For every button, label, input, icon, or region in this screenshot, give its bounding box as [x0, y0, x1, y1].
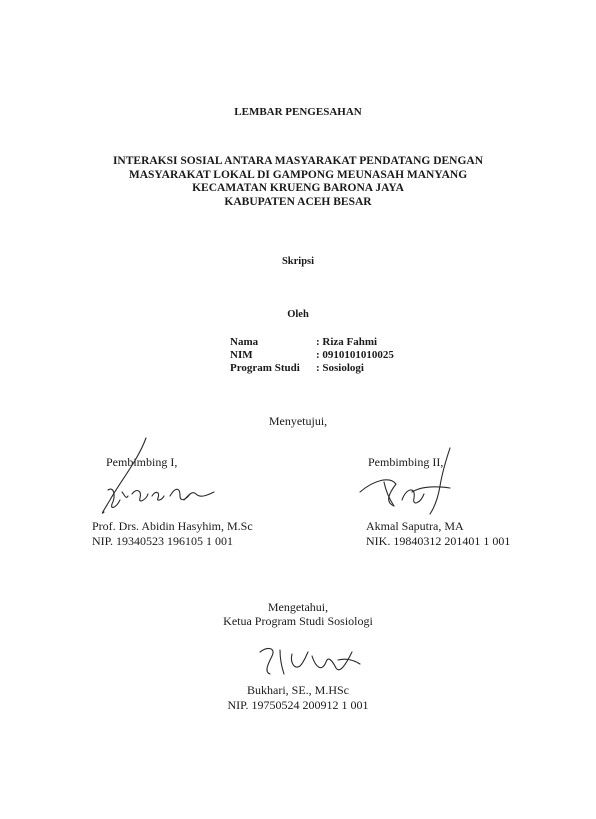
acknowledged-role: Ketua Program Studi Sosiologi [223, 614, 373, 628]
name-label: Nama [230, 336, 259, 348]
program-label: Program Studi [230, 362, 300, 374]
title-line: MASYARAKAT LOKAL DI GAMPONG MEUNASAH MANYANG [128, 168, 468, 181]
advisor1-role: Pembimbing I, [106, 455, 178, 469]
name-value: : Riza Fahmi [316, 336, 378, 348]
advisor1-signature [86, 430, 246, 520]
approved-label: Menyetujui, [268, 414, 328, 428]
title-line: KECAMATAN KRUENG BARONA JAYA [192, 182, 404, 194]
acknowledged-label: Mengetahui, [267, 600, 329, 614]
doc-type: Skripsi [281, 256, 315, 267]
thesis-title [0, 155, 596, 209]
acknowledged-signature [250, 638, 370, 682]
title-line: INTERAKSI SOSIAL ANTARA MASYARAKAT PENDATANG DENGAN [112, 155, 484, 167]
program-value: : Sosiologi [316, 362, 364, 374]
advisor1-id: NIP. 19340523 196105 1 001 [92, 534, 234, 548]
advisor2-role: Pembimbing II, [368, 455, 444, 469]
nim-value: : 0910101010025 [316, 349, 394, 361]
advisor1-name: Prof. Drs. Abidin Hasyhim, M.Sc [92, 519, 253, 533]
acknowledged-name: Bukhari, SE., M.HSc [247, 683, 349, 697]
page-heading: LEMBAR PENGESAHAN [234, 106, 362, 118]
advisor2-name: Akmal Saputra, MA [366, 519, 464, 533]
advisor2-signature [350, 440, 480, 520]
acknowledged-id: NIP. 19750524 200912 1 001 [227, 698, 369, 712]
nim-label: NIM [230, 349, 253, 361]
title-line: KABUPATEN ACEH BESAR [224, 195, 372, 208]
advisor2-id: NIK. 19840312 201401 1 001 [366, 534, 511, 548]
by-label: Oleh [287, 309, 309, 320]
